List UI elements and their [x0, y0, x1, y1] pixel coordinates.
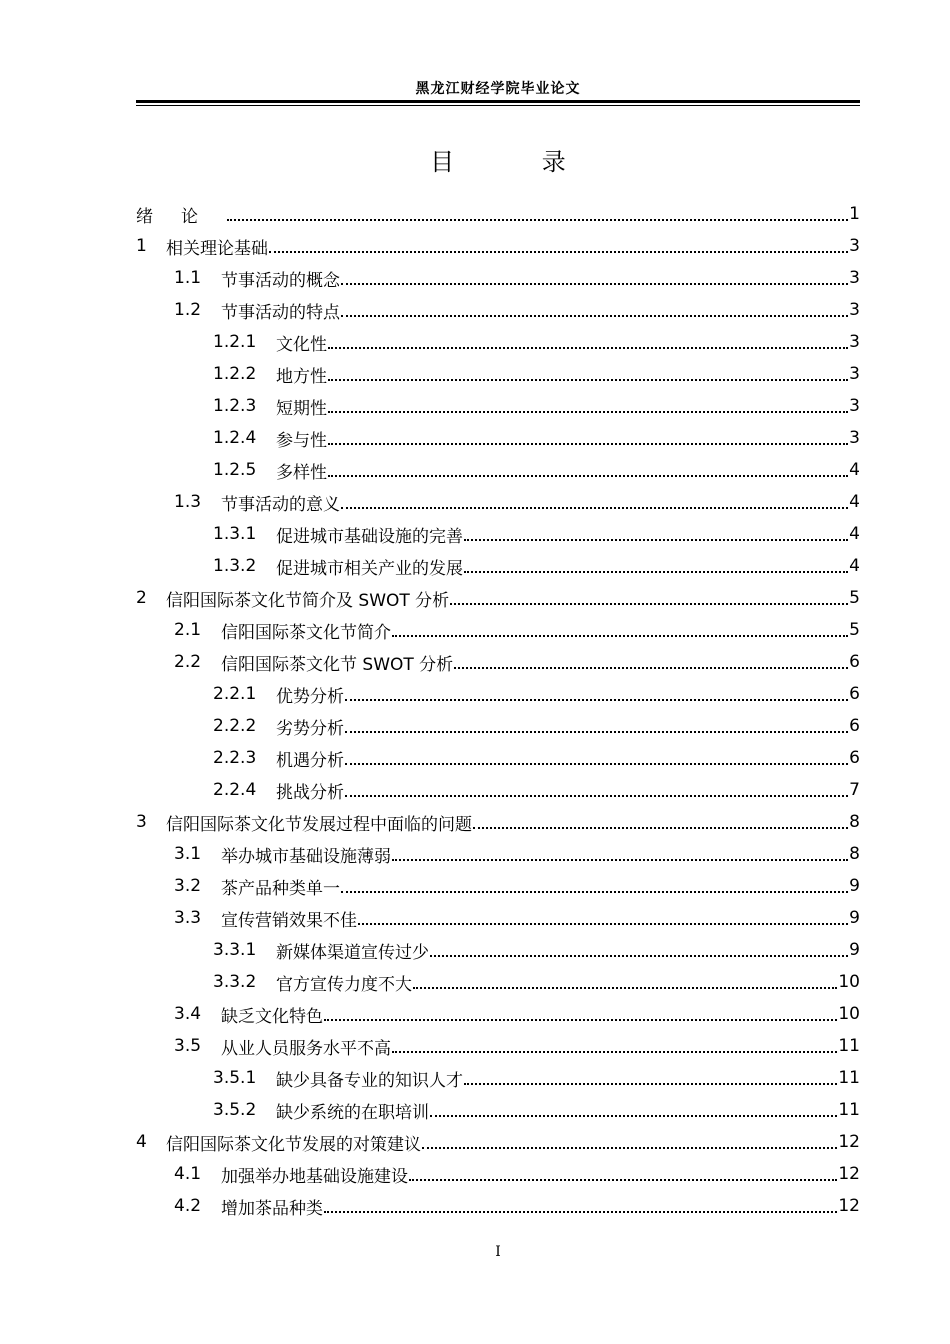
toc-entry[interactable]	[136, 742, 860, 774]
toc-entry-label: 茶产品种类单一	[221, 878, 340, 899]
toc-leader-dots	[464, 539, 848, 541]
toc-entry-page: 6	[849, 684, 860, 704]
toc-entry-label: 官方宣传力度不大	[276, 974, 412, 995]
page-number: I	[495, 1244, 501, 1260]
toc-entry-label: 新媒体渠道宣传过少	[276, 942, 429, 963]
table-of-contents	[136, 198, 860, 1222]
toc-entry-number: 2.2.1	[213, 684, 257, 704]
toc-entry-page: 3	[849, 428, 860, 448]
toc-entry-number: 2.2.3	[213, 748, 257, 768]
toc-entry-page: 6	[849, 716, 860, 736]
toc-entry-label: 节事活动的概念	[221, 270, 340, 291]
toc-leader-dots	[345, 795, 848, 797]
toc-leader-dots	[413, 987, 837, 989]
toc-entry-page: 4	[849, 524, 860, 544]
toc-entry-page: 3	[849, 236, 860, 256]
toc-leader-dots	[473, 827, 848, 829]
toc-leader-dots	[358, 923, 848, 925]
toc-entry-page: 9	[849, 908, 860, 928]
toc-entry-number: 4	[136, 1132, 147, 1152]
toc-leader-dots	[328, 379, 848, 381]
toc-leader-dots	[341, 507, 848, 509]
toc-entry-number: 1.2.3	[213, 396, 257, 416]
toc-entry-page: 4	[849, 492, 860, 512]
toc-entry-number: 1.2.4	[213, 428, 257, 448]
toc-entry[interactable]	[136, 454, 860, 486]
toc-entry[interactable]	[136, 1126, 860, 1158]
toc-entry[interactable]	[136, 486, 860, 518]
toc-entry-page: 12	[838, 1164, 860, 1184]
toc-entry[interactable]	[136, 262, 860, 294]
toc-entry-label: 加强举办地基础设施建设	[221, 1166, 408, 1187]
toc-entry-page: 5	[849, 588, 860, 608]
toc-entry-page: 3	[849, 332, 860, 352]
toc-entry-page: 3	[849, 396, 860, 416]
toc-entry[interactable]	[136, 1094, 860, 1126]
header-rule-thin	[136, 105, 860, 106]
toc-entry-number: 2	[136, 588, 147, 608]
toc-entry[interactable]	[136, 550, 860, 582]
toc-entry-page: 1	[849, 204, 860, 224]
toc-entry-label: 信阳国际茶文化节发展的对策建议	[166, 1134, 421, 1155]
toc-entry-label: 多样性	[276, 462, 327, 483]
toc-entry-label: 短期性	[276, 398, 327, 419]
toc-entry-number: 1.1	[174, 268, 202, 288]
toc-leader-dots	[341, 315, 848, 317]
toc-entry[interactable]	[136, 230, 860, 262]
toc-leader-dots	[450, 603, 848, 605]
toc-entry-page: 8	[849, 812, 860, 832]
toc-entry-number: 1	[136, 236, 147, 256]
toc-leader-dots	[345, 699, 848, 701]
toc-entry-label: 文化性	[276, 334, 327, 355]
toc-entry-number: 3.5	[174, 1036, 202, 1056]
toc-entry-page: 10	[838, 1004, 860, 1024]
toc-entry-page: 6	[849, 748, 860, 768]
toc-entry-page: 3	[849, 268, 860, 288]
toc-entry-number: 1.2.5	[213, 460, 257, 480]
toc-entry-page: 3	[849, 300, 860, 320]
toc-title: 目 录	[430, 148, 606, 176]
toc-entry-number: 4.1	[174, 1164, 202, 1184]
toc-entry-page: 8	[849, 844, 860, 864]
toc-entry-label: 劣势分析	[276, 718, 344, 739]
toc-entry-number: 3.3.1	[213, 940, 257, 960]
toc-leader-dots	[328, 411, 848, 413]
toc-entry-label: 参与性	[276, 430, 327, 451]
toc-entry[interactable]	[136, 998, 860, 1030]
toc-entry[interactable]	[136, 806, 860, 838]
toc-entry-label: 节事活动的特点	[221, 302, 340, 323]
toc-entry-label: 地方性	[276, 366, 327, 387]
toc-leader-dots	[269, 251, 848, 253]
toc-entry-number: 4.2	[174, 1196, 202, 1216]
toc-entry-label: 相关理论基础	[166, 238, 268, 259]
toc-entry-label: 缺乏文化特色	[221, 1006, 323, 1027]
toc-entry-page: 7	[849, 780, 860, 800]
toc-entry-label: 促进城市基础设施的完善	[276, 526, 463, 547]
toc-leader-dots	[345, 763, 848, 765]
toc-entry-label: 节事活动的意义	[221, 494, 340, 515]
toc-entry-number: 3.3	[174, 908, 202, 928]
toc-entry-label: 挑战分析	[276, 782, 344, 803]
toc-entry[interactable]	[136, 1062, 860, 1094]
toc-entry-number: 1.2.1	[213, 332, 257, 352]
toc-entry-label: 绪论	[136, 206, 226, 227]
toc-entry-number: 1.2.2	[213, 364, 257, 384]
toc-entry-number: 3.2	[174, 876, 202, 896]
toc-leader-dots	[422, 1147, 837, 1149]
toc-entry-number: 3	[136, 812, 147, 832]
toc-entry[interactable]	[136, 358, 860, 390]
toc-entry-label: 信阳国际茶文化节简介及 SWOT 分析	[166, 590, 450, 611]
toc-entry-page: 10	[838, 972, 860, 992]
toc-entry[interactable]	[136, 838, 860, 870]
toc-entry[interactable]	[136, 710, 860, 742]
toc-entry-page: 4	[849, 556, 860, 576]
toc-entry-page: 3	[849, 364, 860, 384]
toc-entry-number: 1.3.1	[213, 524, 257, 544]
toc-entry-label: 机遇分析	[276, 750, 344, 771]
toc-entry-label: 信阳国际茶文化节 SWOT 分析	[221, 654, 454, 675]
toc-entry-number: 3.3.2	[213, 972, 257, 992]
running-header: 黑龙江财经学院毕业论文	[415, 81, 581, 97]
toc-entry-page: 4	[849, 460, 860, 480]
toc-entry-label: 宣传营销效果不佳	[221, 910, 357, 931]
toc-entry-number: 1.2	[174, 300, 202, 320]
toc-leader-dots	[430, 955, 848, 957]
toc-entry[interactable]	[136, 614, 860, 646]
toc-entry[interactable]	[136, 326, 860, 358]
toc-entry[interactable]	[136, 1030, 860, 1062]
toc-entry-number: 3.5.1	[213, 1068, 257, 1088]
toc-entry-label: 促进城市相关产业的发展	[276, 558, 463, 579]
toc-entry-number: 2.2	[174, 652, 202, 672]
toc-entry-label: 缺少系统的在职培训	[276, 1102, 429, 1123]
toc-leader-dots	[392, 859, 848, 861]
header-rule-thick	[136, 100, 860, 103]
toc-entry-number: 2.2.2	[213, 716, 257, 736]
toc-entry[interactable]	[136, 422, 860, 454]
toc-leader-dots	[328, 347, 848, 349]
toc-entry[interactable]	[136, 774, 860, 806]
toc-entry[interactable]	[136, 678, 860, 710]
toc-entry-page: 12	[838, 1132, 860, 1152]
toc-leader-dots	[345, 731, 848, 733]
toc-entry[interactable]	[136, 294, 860, 326]
toc-entry[interactable]	[136, 646, 860, 678]
toc-entry-number: 1.3.2	[213, 556, 257, 576]
toc-entry-number: 1.3	[174, 492, 202, 512]
toc-entry-number: 3.1	[174, 844, 202, 864]
toc-entry-label: 举办城市基础设施薄弱	[221, 846, 391, 867]
toc-entry[interactable]	[136, 1190, 860, 1222]
toc-entry-page: 5	[849, 620, 860, 640]
toc-entry-page: 9	[849, 876, 860, 896]
toc-leader-dots	[341, 283, 848, 285]
toc-entry-page: 6	[849, 652, 860, 672]
toc-entry[interactable]	[136, 518, 860, 550]
toc-entry[interactable]	[136, 390, 860, 422]
toc-entry-label: 缺少具备专业的知识人才	[276, 1070, 463, 1091]
toc-entry[interactable]	[136, 934, 860, 966]
toc-leader-dots	[454, 667, 848, 669]
toc-entry[interactable]	[136, 902, 860, 934]
toc-entry[interactable]	[136, 870, 860, 902]
toc-entry-page: 11	[838, 1036, 860, 1056]
toc-leader-dots	[324, 1211, 837, 1213]
toc-leader-dots	[328, 475, 848, 477]
toc-leader-dots	[430, 1115, 837, 1117]
toc-entry-label: 从业人员服务水平不高	[221, 1038, 391, 1059]
toc-leader-dots	[328, 443, 848, 445]
toc-entry-number: 3.5.2	[213, 1100, 257, 1120]
toc-leader-dots	[464, 1083, 837, 1085]
toc-leader-dots	[409, 1179, 837, 1181]
toc-leader-dots	[392, 1051, 837, 1053]
toc-leader-dots	[324, 1019, 837, 1021]
toc-entry-label: 信阳国际茶文化节简介	[221, 622, 391, 643]
toc-entry-label: 信阳国际茶文化节发展过程中面临的问题	[166, 814, 472, 835]
toc-entry-label: 增加茶品种类	[221, 1198, 323, 1219]
toc-entry[interactable]	[136, 1158, 860, 1190]
toc-entry-label: 优势分析	[276, 686, 344, 707]
toc-entry[interactable]	[136, 198, 860, 230]
toc-entry-number: 2.2.4	[213, 780, 257, 800]
toc-leader-dots	[392, 635, 848, 637]
toc-entry-page: 11	[838, 1068, 860, 1088]
toc-leader-dots	[341, 891, 848, 893]
toc-entry-page: 12	[838, 1196, 860, 1216]
toc-entry-page: 11	[838, 1100, 860, 1120]
toc-entry[interactable]	[136, 966, 860, 998]
toc-leader-dots	[464, 571, 848, 573]
toc-entry-page: 9	[849, 940, 860, 960]
toc-entry-number: 2.1	[174, 620, 202, 640]
toc-entry-number: 3.4	[174, 1004, 202, 1024]
toc-leader-dots	[227, 219, 848, 221]
toc-entry[interactable]	[136, 582, 860, 614]
